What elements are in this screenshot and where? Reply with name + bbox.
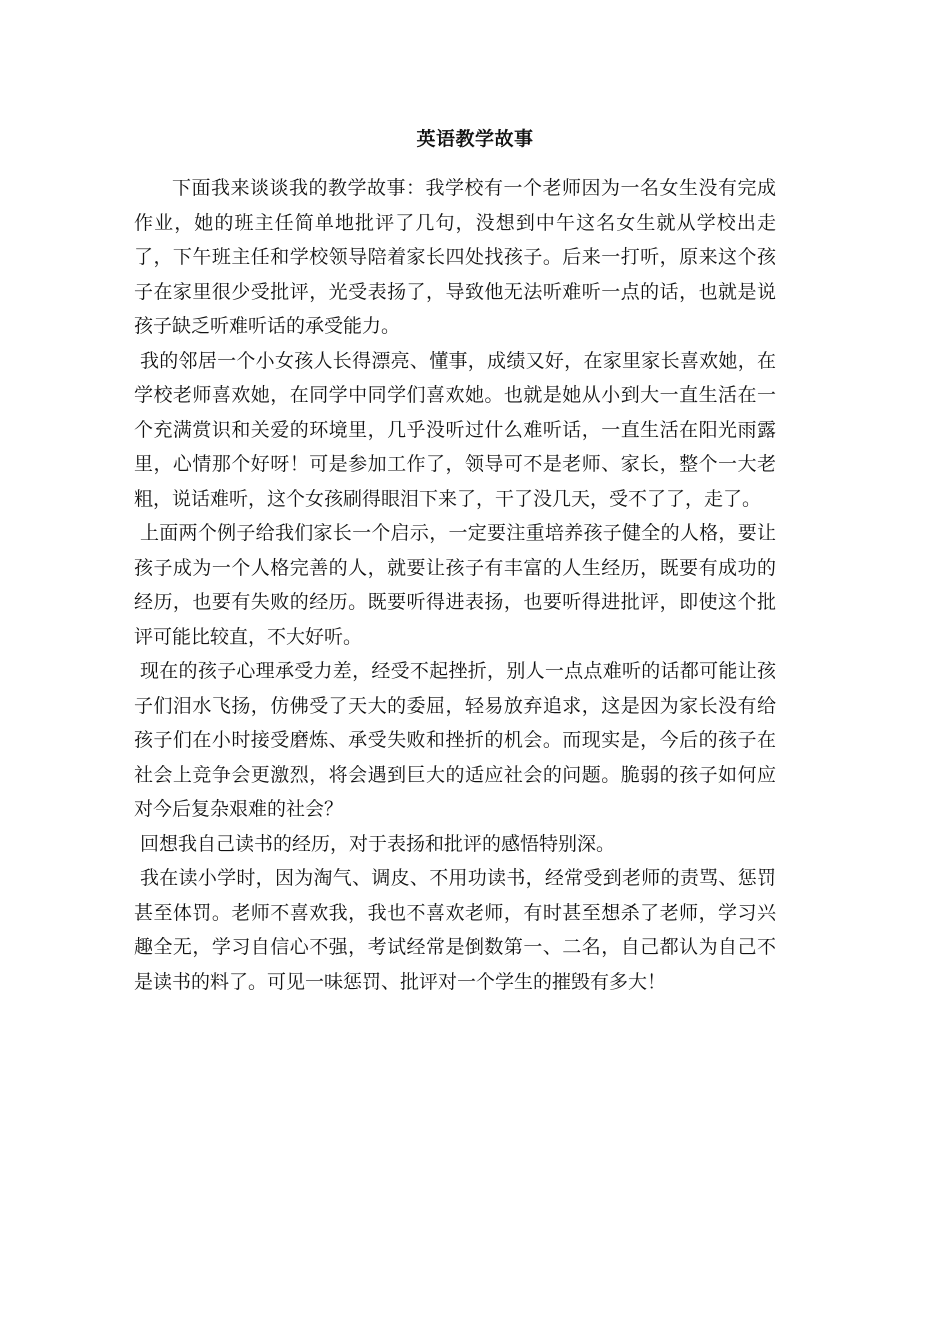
paragraph-6: 我在读小学时，因为淘气、调皮、不用功读书，经常受到老师的责骂、惩罚甚至体罚。老师不喜欢我，我也不喜欢老师，有时甚至想杀了老师，学习兴趣全无，学习自信心不强，考试经常是倒数第一、二名，自己都认为自己不是读书的料了。可见一味惩罚、批评对一个学生的摧毁有多大！ <box>134 867 776 993</box>
paragraph-3: 上面两个例子给我们家长一个启示，一定要注重培养孩子健全的人格，要让孩子成为一个人格完善的人，就要让孩子有丰富的人生经历，既要有成功的经历，也要有失败的经历。既要听得进表扬，也要听得进批评，即使这个批评可能比较直，不大好听。 <box>134 522 776 648</box>
paragraph-5: 回想我自己读书的经历，对于表扬和批评的感悟特别深。 <box>140 832 616 855</box>
paragraph-2: 我的邻居一个小女孩人长得漂亮、懂事，成绩又好，在家里家长喜欢她，在学校老师喜欢她，在同学中同学们喜欢她。也就是她从小到大一直生活在一个充满赏识和关爱的环境里，几乎没听过什么难听话，一直生活在阳光雨露里，心情那个好呀！可是参加工作了，领导可不是老师、家长，整个一大老粗，说话难听，这个女孩刷得眼泪下来了，干了没几天，受不了了，走了。 <box>134 349 776 510</box>
paragraph-4: 现在的孩子心理承受力差，经受不起挫折，别人一点点难听的话都可能让孩子们泪水飞扬，仿佛受了天大的委屈，轻易放弃追求，这是因为家长没有给孩子们在小时接受磨炼、承受失败和挫折的机会。而现实是，今后的孩子在社会上竞争会更激烈，将会遇到巨大的适应社会的问题。脆弱的孩子如何应对今后复杂艰难的社会？ <box>134 660 776 820</box>
document-title: 英语教学故事 <box>416 128 534 150</box>
document-body <box>134 171 776 999</box>
paragraph-1: 下面我来谈谈我的教学故事：我学校有一个老师因为一名女生没有完成作业，她的班主任简单地批评了几句，没想到中午这名女生就从学校出走了，下午班主任和学校领导陪着家长四处找孩子。后来一打听，原来这个孩子在家里很少受批评，光受表扬了，导致他无法听难听一点的话，也就是说孩子缺乏听难听话的承受能力。 <box>134 177 776 337</box>
